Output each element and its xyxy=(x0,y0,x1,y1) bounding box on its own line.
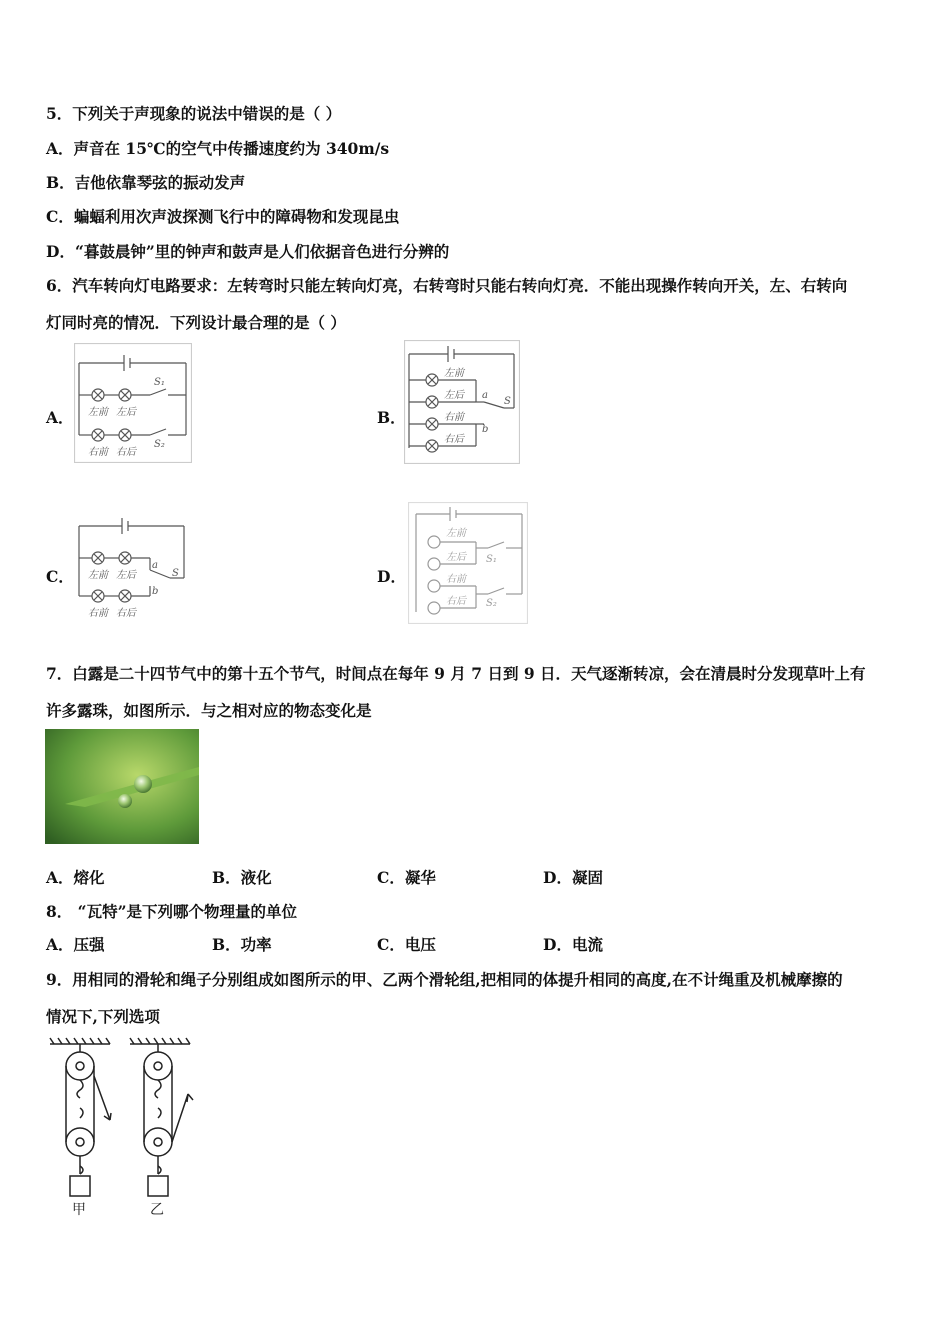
q6-stem-line2: 灯同时亮的情况．下列设计最合理的是（ ） xyxy=(46,313,346,332)
q6-label-b: B． xyxy=(377,408,406,427)
svg-text:b: b xyxy=(482,424,489,435)
svg-text:右前: 右前 xyxy=(446,574,466,585)
svg-text:左前: 左前 xyxy=(88,407,108,418)
svg-text:S₂: S₂ xyxy=(154,439,165,450)
svg-text:a: a xyxy=(482,390,488,401)
svg-text:S: S xyxy=(172,568,179,579)
circuit-d-diagram xyxy=(408,502,528,624)
svg-text:b: b xyxy=(152,586,159,597)
q8-option-c: C．电压 xyxy=(377,935,436,954)
q7-option-c: C．凝华 xyxy=(377,868,436,887)
q7-stem-line1: 7．白露是二十四节气中的第十五个节气，时间点在每年 9 月 7 日到 9 日．天气逐渐转凉，会在清晨时分发现草叶上有 xyxy=(46,664,866,683)
q5-option-d: D．“暮鼓晨钟”里的钟声和鼓声是人们依据音色进行分辨的 xyxy=(46,242,450,261)
svg-text:S: S xyxy=(504,396,511,407)
q6-stem-line1: 6．汽车转向灯电路要求：左转弯时只能左转向灯亮，右转弯时只能右转向灯亮．不能出现操作转向开关，左、右转向 xyxy=(46,276,848,295)
svg-text:左后: 左后 xyxy=(446,552,466,563)
svg-text:右后: 右后 xyxy=(116,447,136,458)
svg-text:右前: 右前 xyxy=(88,608,108,619)
q6-label-c: C． xyxy=(46,567,74,586)
circuit-c-diagram xyxy=(74,510,190,622)
q5-option-c: C．蝙蝠利用次声波探测飞行中的障碍物和发现昆虫 xyxy=(46,207,400,226)
circuit-b-diagram xyxy=(404,340,520,464)
q5-option-b: B．吉他依靠琴弦的振动发声 xyxy=(46,173,246,192)
svg-text:a: a xyxy=(152,560,158,571)
q8-option-d: D．电流 xyxy=(543,935,603,954)
dew-on-grass-photo xyxy=(45,729,199,844)
q5-stem: 5．下列关于声现象的说法中错误的是（ ） xyxy=(46,104,342,123)
svg-text:左后: 左后 xyxy=(116,407,136,418)
q8-stem: 8． “瓦特”是下列哪个物理量的单位 xyxy=(46,902,298,921)
svg-text:右前: 右前 xyxy=(444,412,464,423)
svg-text:右后: 右后 xyxy=(444,434,464,445)
pulley-systems-diagram xyxy=(48,1036,198,1218)
q5-option-a: A．声音在 15℃的空气中传播速度约为 340m/s xyxy=(46,139,390,158)
svg-text:甲: 甲 xyxy=(72,1202,86,1218)
q6-label-d: D． xyxy=(377,567,406,586)
svg-text:右前: 右前 xyxy=(88,447,108,458)
q7-option-d: D．凝固 xyxy=(543,868,603,887)
svg-text:左前: 左前 xyxy=(446,528,466,539)
svg-text:左前: 左前 xyxy=(444,368,464,379)
q7-option-b: B．液化 xyxy=(212,868,272,887)
svg-text:左后: 左后 xyxy=(444,390,464,401)
q7-option-a: A．熔化 xyxy=(46,868,105,887)
q9-stem-line1: 9．用相同的滑轮和绳子分别组成如图所示的甲、乙两个滑轮组,把相同的体提升相同的高度,在不计绳重及机械摩擦的 xyxy=(46,970,843,989)
q6-label-a: A． xyxy=(46,408,74,427)
q8-option-b: B．功率 xyxy=(212,935,272,954)
svg-text:乙: 乙 xyxy=(150,1202,164,1218)
svg-text:左后: 左后 xyxy=(116,570,136,581)
q8-option-a: A．压强 xyxy=(46,935,105,954)
svg-text:左前: 左前 xyxy=(88,570,108,581)
q9-stem-line2: 情况下,下列选项 xyxy=(46,1007,160,1026)
svg-text:S₂: S₂ xyxy=(486,598,497,609)
svg-text:S₁: S₁ xyxy=(154,377,165,388)
q7-stem-line2: 许多露珠，如图所示．与之相对应的物态变化是 xyxy=(46,701,372,720)
svg-text:右后: 右后 xyxy=(446,596,466,607)
circuit-a-diagram xyxy=(74,343,192,463)
svg-text:右后: 右后 xyxy=(116,608,136,619)
svg-text:S₁: S₁ xyxy=(486,554,497,565)
